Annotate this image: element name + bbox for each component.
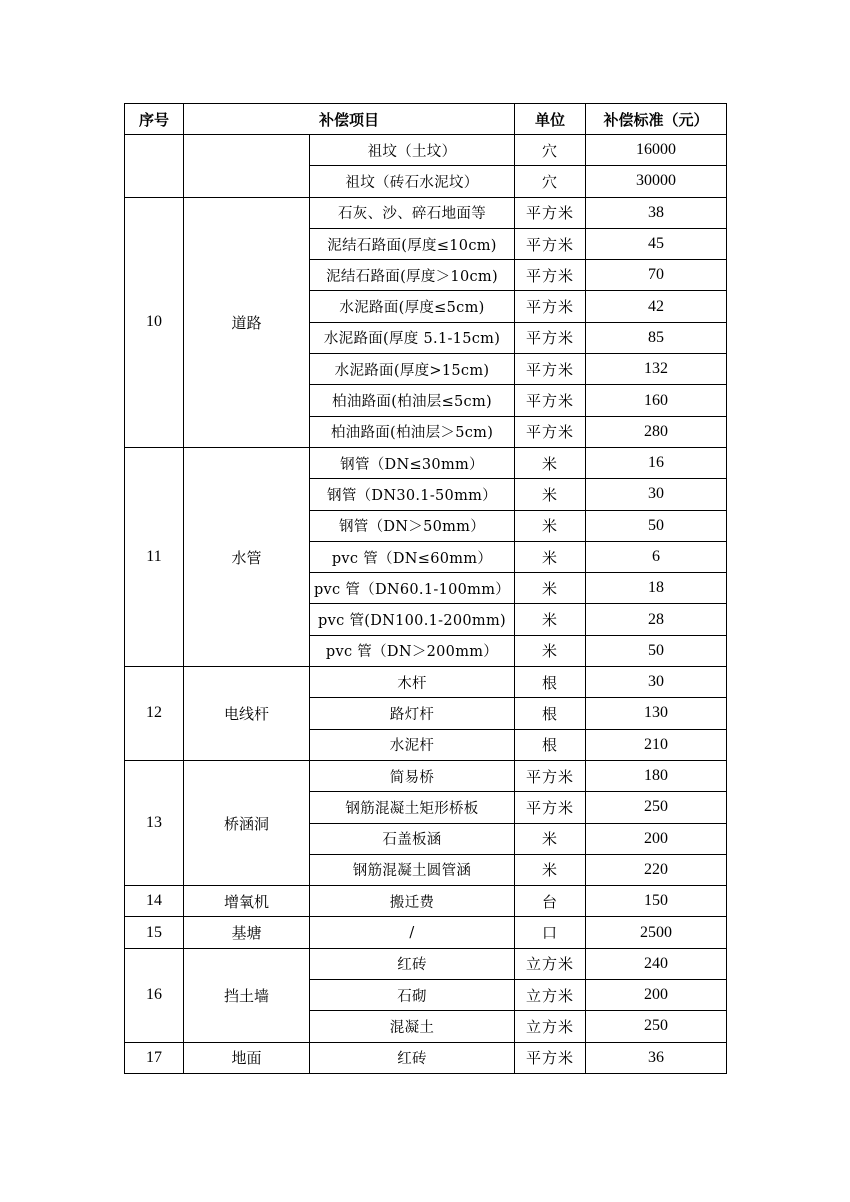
- category-cell: 道路: [184, 197, 310, 447]
- unit-cell: 平方米: [515, 228, 586, 259]
- unit-cell: 口: [515, 917, 586, 948]
- item-cell: 红砖: [310, 948, 515, 979]
- item-cell: 路灯杆: [310, 698, 515, 729]
- unit-cell: 平方米: [515, 197, 586, 228]
- row-index: 13: [125, 760, 184, 885]
- standard-cell: 36: [586, 1042, 727, 1073]
- standard-cell: 220: [586, 854, 727, 885]
- unit-cell: 米: [515, 573, 586, 604]
- item-cell: pvc 管（DN60.1-100mm）: [310, 573, 515, 604]
- standard-cell: 85: [586, 322, 727, 353]
- unit-cell: 穴: [515, 135, 586, 166]
- compensation-table: [124, 103, 727, 1074]
- item-cell: 钢管（DN＞50mm）: [310, 510, 515, 541]
- table-row: [125, 886, 727, 917]
- item-cell: 水泥杆: [310, 729, 515, 760]
- category-cell: 电线杆: [184, 667, 310, 761]
- item-cell: pvc 管(DN100.1-200mm): [310, 604, 515, 635]
- standard-cell: 28: [586, 604, 727, 635]
- item-cell: 祖坟（砖石水泥坟）: [310, 166, 515, 197]
- standard-cell: 50: [586, 510, 727, 541]
- row-index: 16: [125, 948, 184, 1042]
- unit-cell: 立方米: [515, 948, 586, 979]
- unit-cell: 米: [515, 823, 586, 854]
- item-cell: 钢筋混凝土圆管涵: [310, 854, 515, 885]
- table-row: [125, 917, 727, 948]
- standard-cell: 210: [586, 729, 727, 760]
- unit-cell: 平方米: [515, 416, 586, 447]
- header-standard: 补偿标准（元）: [586, 104, 727, 135]
- standard-cell: 250: [586, 792, 727, 823]
- item-cell: pvc 管（DN≤60mm）: [310, 541, 515, 572]
- item-cell: 泥结石路面(厚度≤10cm): [310, 228, 515, 259]
- header-unit: 单位: [515, 104, 586, 135]
- table-row: [125, 197, 727, 228]
- category-cell: 增氧机: [184, 886, 310, 917]
- table-row: [125, 1042, 727, 1073]
- standard-cell: 30: [586, 667, 727, 698]
- unit-cell: 米: [515, 479, 586, 510]
- item-cell: 钢筋混凝土矩形桥板: [310, 792, 515, 823]
- category-cell: 水管: [184, 447, 310, 666]
- table-row: [125, 948, 727, 979]
- standard-cell: 250: [586, 1011, 727, 1042]
- item-cell: 钢管（DN≤30mm）: [310, 447, 515, 478]
- item-cell: 石砌: [310, 980, 515, 1011]
- standard-cell: 132: [586, 354, 727, 385]
- standard-cell: 50: [586, 635, 727, 666]
- item-cell: 水泥路面(厚度≤5cm): [310, 291, 515, 322]
- unit-cell: 根: [515, 667, 586, 698]
- standard-cell: 18: [586, 573, 727, 604]
- item-cell: 水泥路面(厚度 5.1-15cm): [310, 322, 515, 353]
- unit-cell: 米: [515, 447, 586, 478]
- unit-cell: 平方米: [515, 322, 586, 353]
- unit-cell: 根: [515, 729, 586, 760]
- table-row: [125, 760, 727, 791]
- item-cell: 木杆: [310, 667, 515, 698]
- category-cell: 基塘: [184, 917, 310, 948]
- standard-cell: 2500: [586, 917, 727, 948]
- row-index: 14: [125, 886, 184, 917]
- unit-cell: 米: [515, 604, 586, 635]
- table-row: [125, 667, 727, 698]
- standard-cell: 30: [586, 479, 727, 510]
- standard-cell: 6: [586, 541, 727, 572]
- table-row: [125, 135, 727, 166]
- row-index: 11: [125, 447, 184, 666]
- standard-cell: 70: [586, 260, 727, 291]
- table-body: [125, 135, 727, 1074]
- category-cell: [184, 135, 310, 198]
- standard-cell: 42: [586, 291, 727, 322]
- row-index: 12: [125, 667, 184, 761]
- item-cell: /: [310, 917, 515, 948]
- row-index: 15: [125, 917, 184, 948]
- item-cell: 搬迁费: [310, 886, 515, 917]
- row-index: 10: [125, 197, 184, 447]
- item-cell: 祖坟（土坟）: [310, 135, 515, 166]
- standard-cell: 45: [586, 228, 727, 259]
- table-row: [125, 447, 727, 478]
- standard-cell: 30000: [586, 166, 727, 197]
- standard-cell: 150: [586, 886, 727, 917]
- unit-cell: 平方米: [515, 260, 586, 291]
- item-cell: 柏油路面(柏油层≤5cm): [310, 385, 515, 416]
- unit-cell: 立方米: [515, 980, 586, 1011]
- standard-cell: 200: [586, 980, 727, 1011]
- row-index: [125, 135, 184, 198]
- unit-cell: 平方米: [515, 1042, 586, 1073]
- item-cell: 混凝土: [310, 1011, 515, 1042]
- unit-cell: 平方米: [515, 792, 586, 823]
- unit-cell: 台: [515, 886, 586, 917]
- item-cell: 简易桥: [310, 760, 515, 791]
- item-cell: 水泥路面(厚度>15cm): [310, 354, 515, 385]
- standard-cell: 280: [586, 416, 727, 447]
- category-cell: 桥涵洞: [184, 760, 310, 885]
- item-cell: 红砖: [310, 1042, 515, 1073]
- standard-cell: 16000: [586, 135, 727, 166]
- standard-cell: 160: [586, 385, 727, 416]
- item-cell: 钢管（DN30.1-50mm）: [310, 479, 515, 510]
- unit-cell: 米: [515, 854, 586, 885]
- category-cell: 地面: [184, 1042, 310, 1073]
- header-index: 序号: [125, 104, 184, 135]
- unit-cell: 根: [515, 698, 586, 729]
- item-cell: 石盖板涵: [310, 823, 515, 854]
- item-cell: 石灰、沙、碎石地面等: [310, 197, 515, 228]
- unit-cell: 立方米: [515, 1011, 586, 1042]
- unit-cell: 穴: [515, 166, 586, 197]
- item-cell: 柏油路面(柏油层＞5cm): [310, 416, 515, 447]
- unit-cell: 米: [515, 541, 586, 572]
- category-cell: 挡土墙: [184, 948, 310, 1042]
- unit-cell: 平方米: [515, 385, 586, 416]
- unit-cell: 米: [515, 510, 586, 541]
- row-index: 17: [125, 1042, 184, 1073]
- unit-cell: 平方米: [515, 354, 586, 385]
- item-cell: 泥结石路面(厚度＞10cm): [310, 260, 515, 291]
- header-item: 补偿项目: [184, 104, 515, 135]
- standard-cell: 38: [586, 197, 727, 228]
- header-row: [125, 104, 727, 135]
- standard-cell: 200: [586, 823, 727, 854]
- standard-cell: 16: [586, 447, 727, 478]
- unit-cell: 平方米: [515, 291, 586, 322]
- standard-cell: 130: [586, 698, 727, 729]
- standard-cell: 240: [586, 948, 727, 979]
- item-cell: pvc 管（DN＞200mm）: [310, 635, 515, 666]
- standard-cell: 180: [586, 760, 727, 791]
- unit-cell: 平方米: [515, 760, 586, 791]
- unit-cell: 米: [515, 635, 586, 666]
